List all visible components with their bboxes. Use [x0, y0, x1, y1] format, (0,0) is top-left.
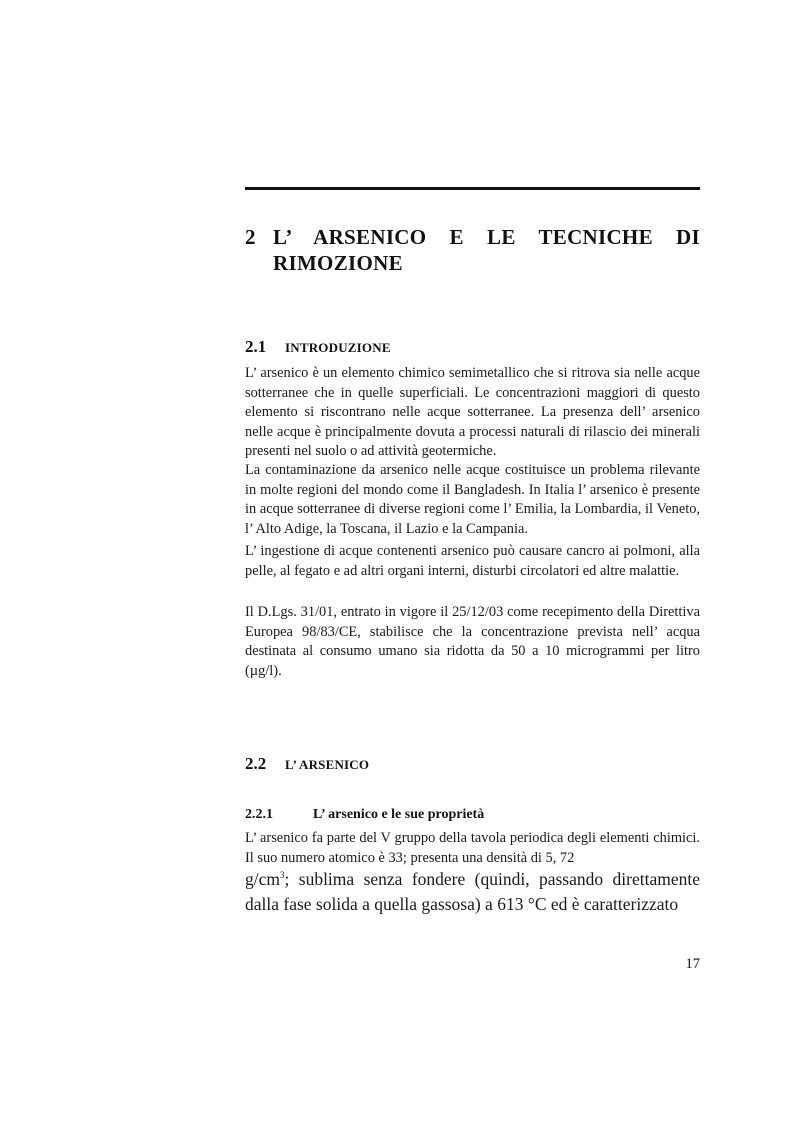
chapter-number: 2 — [245, 225, 256, 249]
chapter-title-line-1: L’ ARSENICO E LE TECNICHE DI — [273, 225, 700, 249]
subsection-title: L’ arsenico e le sue proprietà — [313, 807, 485, 822]
paragraph-4: Il D.Lgs. 31/01, entrato in vigore il 25/12/03 come recepimento della Direttiva Europea 98/83/CE, stabilisce che la concentrazione prevista nell’ acqua destinata al consumo umano sia ridotta da 50 a 10 microgrammi per litro (µg/l). — [245, 604, 700, 679]
chapter-heading — [245, 224, 700, 276]
paragraph-1: L’ arsenico è un elemento chimico semimetallico che si ritrova sia nelle acque sotterranee che in quelle superficiali. Le concentrazioni maggiori di questo elemento si riscontrano nelle acque sotterranee. La presenza dell’ arsenico nelle acque è principalmente dovuta a processi naturali di rilascio dei minerali presenti nel suolo o ad attività geotermiche. — [245, 365, 700, 460]
density-unit-exponent: 3 — [280, 870, 285, 881]
section-heading-2-2 — [245, 754, 700, 774]
section-number: 2.2 — [245, 754, 267, 773]
section-title: INTRODUZIONE — [285, 340, 391, 355]
chapter-title-line-2: RIMOZIONE — [273, 251, 403, 275]
paragraph-5-text-big: ; sublima senza fondere (quindi, passando direttamente dalla fase solida a quella gassosa) a 613 °C ed è caratterizzato — [245, 869, 700, 914]
paragraph-2: La contaminazione da arsenico nelle acque costituisce un problema rilevante in molte regioni del mondo come il Bangladesh. In Italia l’ arsenico è presente in acque sotterranee di diverse regioni come l’ Emilia, la Lombardia, il Veneto, l’ Alto Adige, la Toscana, il Lazio e la Campania. — [245, 462, 700, 537]
subsection-heading-2-2-1 — [245, 807, 700, 823]
page-number: 17 — [685, 956, 700, 972]
paragraph-5-text-small: L’ arsenico fa parte del V gruppo della tavola periodica degli elementi chimici. Il suo numero atomico è 33; presenta una densità di 5, 72 — [245, 830, 700, 866]
section-number: 2.1 — [245, 337, 267, 356]
paragraph-5 — [245, 829, 700, 868]
density-unit: g/cm — [245, 869, 280, 889]
paragraph-5-continued — [245, 867, 700, 917]
subsection-number: 2.2.1 — [245, 807, 273, 822]
paragraph-3: L’ ingestione di acque contenenti arsenico può causare cancro ai polmoni, alla pelle, al fegato e ad altri organi interni, disturbi circolatori ed altre malattie. — [245, 543, 700, 579]
section-heading-2-1 — [245, 337, 700, 357]
chapter-rule — [245, 187, 700, 190]
section-title: L’ ARSENICO — [285, 757, 370, 772]
